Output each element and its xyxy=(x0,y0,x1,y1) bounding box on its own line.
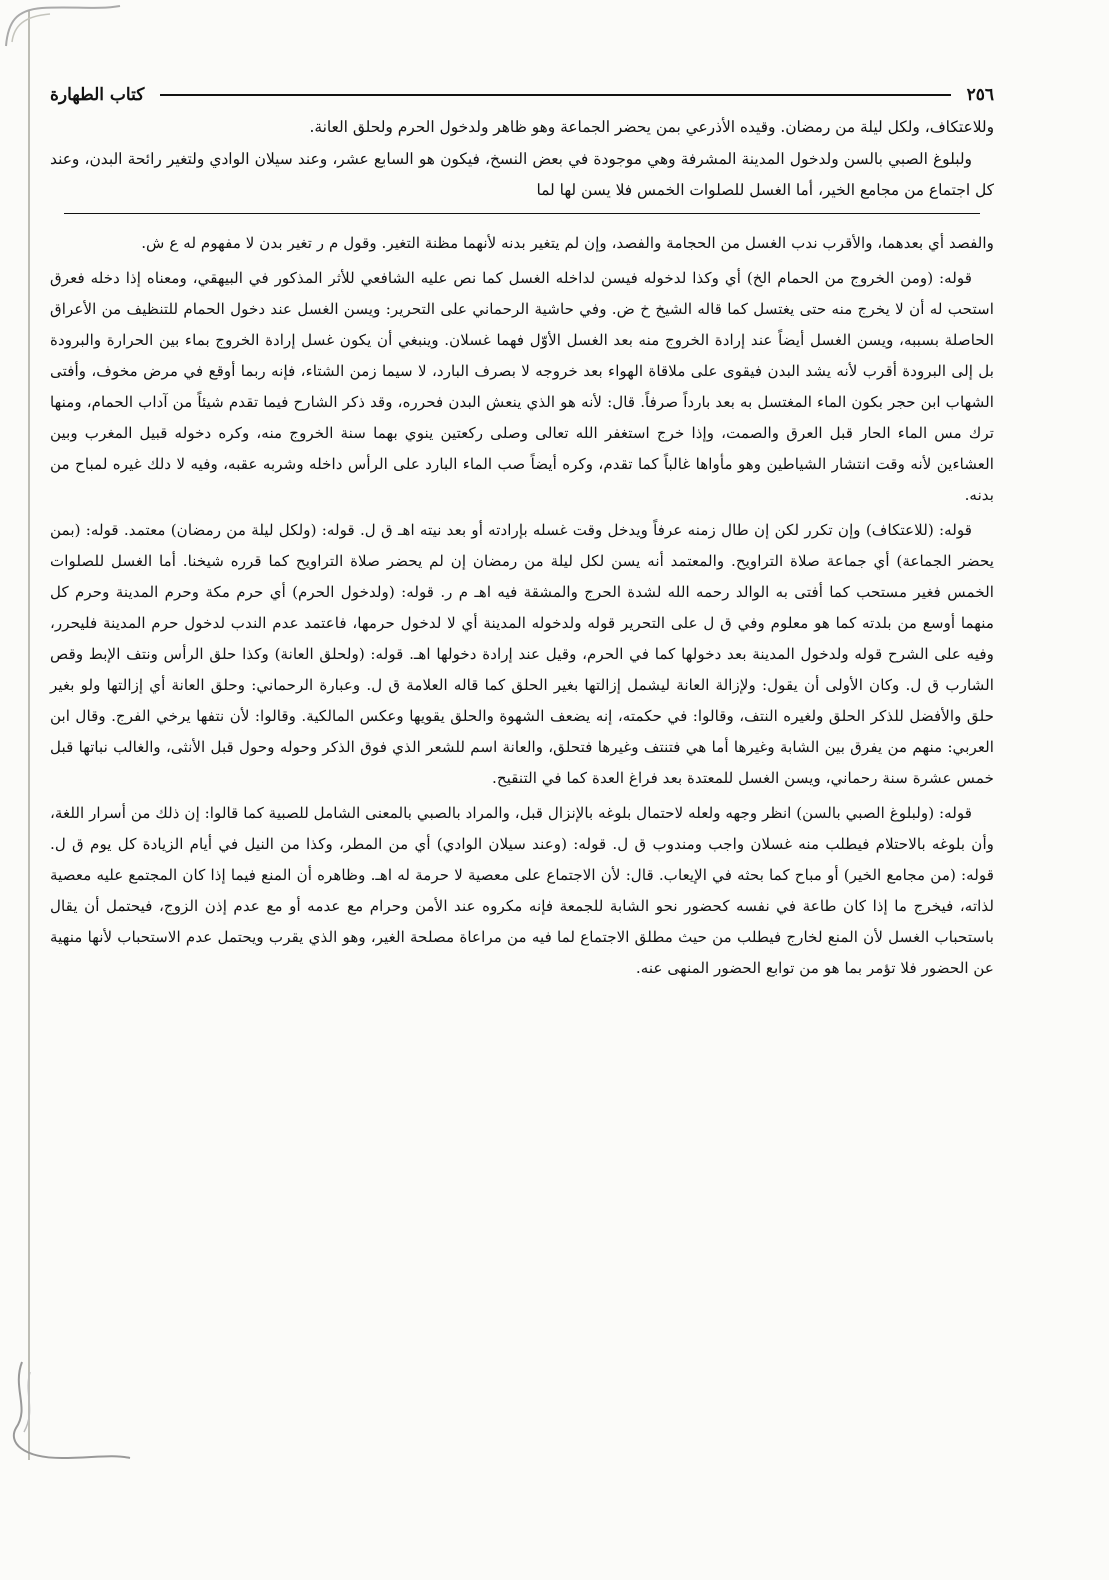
commentary-paragraph: قوله: (ولبلوغ الصبي بالسن) انظر وجهه ولعله لاحتمال بلوغه بالإنزال قبل، والمراد بالصبي بالمعنى الشامل للصبية كما قالوا: إن ذلك من أسرار اللغة، وأن بلوغه بالاحتلام فيطلب منه غسلان واجب ومندوب ق ل. قوله: (وعند سيلان الوادي) أي من المطر، وكذا من النيل في أيام الزيادة كل يوم ق ل. قوله: (من مجامع الخير) أو مباح كما بحثه في الإيعاب. قال: لأن الاجتماع على معصية لا حرمة له اهـ. وظاهره أن المنع فيما إذا كان المجتمع عليه معصية لذاته، فيخرج ما إذا كان طاعة في نفسه كحضور نحو الشابة للجمعة فإنه مكروه عند الأمن وحرام مع عدمه أو مع عدم إذن الزوج، فيحتمل أن يقال باستحباب الغسل لأن المنع لخارج فيطلب من حيث مطلق الاجتماع لما فيه من مراعاة مصلحة الغير، وهو الذي يقرب ويحتمل عدم الاستحباب لأنها منهية عن الحضور فلا تؤمر بما هو من توابع الحضور المنهى عنه. xyxy=(50,803,994,977)
page xyxy=(50,84,994,988)
book-title: كتاب الطهارة xyxy=(50,85,145,105)
main-text xyxy=(50,112,994,207)
page-number: ٢٥٦ xyxy=(966,85,994,105)
main-paragraph: وللاعتكاف، ولكل ليلة من رمضان. وقيده الأذرعي بمن يحضر الجماعة وهو ظاهر ولدخول الحرم ولحلق العانة. xyxy=(309,118,994,136)
ornament-corner-bottom-icon xyxy=(2,1358,132,1468)
commentary-paragraph: قوله: (ومن الخروج من الحمام الخ) أي وكذا لدخوله فيسن لداخله الغسل كما نص عليه الشافعي للأثر المذكور في البيهقي، ومعناه إذا دخله فعرق استحب له أن لا يخرج منه حتى يغتسل كما قاله الشيخ خ ض. وفي حاشية الرحماني على التحرير: ويسن الغسل عند دخول الحمام للتنظيف من الأعراق الحاصلة بسببه، ويسن الغسل أيضاً عند إرادة الخروج منه بعد الغسل الأوّل فهما غسلان. وينبغي أن يكون غسل إرادة الخروج بماء بين الحرارة والبرودة بل إلى البرودة أقرب لأنه يشد البدن فيقوى على ملاقاة الهواء بعد خروجه لا بصرف البارد، لا سيما زمن الشتاء، فإنه ربما أوقع في مرض مخوف، وأفتى الشهاب ابن حجر بكون الماء المغتسل به بعد بارداً صرفاً. قال: لأنه هو الذي ينعش البدن فحرره، وقد ذكر الشارح فيما تقدم شيئاً من آداب الحمام، ومنها ترك مس الماء الحار قبل العرق والصمت، وإذا خرج استغفر الله تعالى وصلى ركعتين ينوي بهما سنة الخروج منه، وكره دخوله قبيل المغرب وبين العشاءين لأنه وقت انتشار الشياطين وهو مأواها غالباً كما تقدم، وكره أيضاً صب الماء البارد على الرأس داخله وشربه عقبه، وفيه لا دلك غيره لمباح من بدنه. xyxy=(50,268,994,504)
commentary-paragraph: قوله: (للاعتكاف) وإن تكرر لكن إن طال زمنه عرفاً ويدخل وقت غسله بإرادته أو بعد نيته اهـ ق ل. قوله: (ولكل ليلة من رمضان) معتمد. قوله: (بمن يحضر الجماعة) أي جماعة صلاة التراويح. والمعتمد أنه يسن لكل ليلة من رمضان إن لم يحضر صلاة التراويح كما قرره شيخنا. أما الغسل للصلوات الخمس فغير مستحب كما أفتى به الوالد رحمه الله لشدة الحرج والمشقة فيه اهـ م ر. قوله: (ولدخول الحرم) أي حرم مكة وحرم المدينة وحرم كل منهما أوسع من بلدته كما هو معلوم وفي ق ل على التحرير قوله ولدخوله المدينة أي لا لدخول حرمها، فاعتمد عدم الندب لدخول حرم المدينة فليحرر، وفيه على الشرح قوله ولدخول المدينة بعد دخولها كما في الحرم، وقيل عند إرادة دخولها اهـ. قوله: (ولحلق العانة) وكذا حلق الرأس ونتف الإبط وقص الشارب ق ل. وكان الأولى أن يقول: ولإزالة العانة ليشمل إزالتها بغير الحلق كما قاله العلامة ق ل. وعبارة الرحماني: وحلق العانة أي إزالتها ولو بغير حلق والأفضل للذكر الحلق ولغيره النتف، وقالوا: في حكمته، إنه يضعف الشهوة والحلق يقويها وعكس المالكية. وقالوا: لأن نتفها يرخي الفرج. وقال ابن العربي: منهم من يفرق بين الشابة وغيرها أما هي فتنتف وغيرها فتحلق، والعانة اسم للشعر الذي فوق الذكر وحوله وحول قبل الأنثى، والغالب نباتها قبل خمس عشرة سنة رحماني، ويسن الغسل للمعتدة بعد فراغ العدة كما في التنقيح. xyxy=(50,520,994,787)
footnote-divider xyxy=(64,213,980,214)
commentary-paragraph: والفصد أي بعدهما، والأقرب ندب الغسل من الحجامة والفصد، وإن لم يتغير بدنه لأنهما مظنة التغير. وقول م ر تغير بدن لا مفهوم له ع ش. xyxy=(141,233,994,252)
commentary xyxy=(50,228,994,984)
header-rule xyxy=(160,94,950,96)
ornament-corner-top-icon xyxy=(2,2,122,50)
page-header xyxy=(50,84,994,106)
scan-border-left xyxy=(4,10,30,1460)
main-paragraph: ولبلوغ الصبي بالسن ولدخول المدينة المشرفة وهي موجودة في بعض النسخ، فيكون هو السابع عشر، وعند سيلان الوادي ولتغير رائحة البدن، وعند كل اجتماع من مجامع الخير، أما الغسل للصلوات الخمس فلا يسن لها لما xyxy=(50,149,994,199)
